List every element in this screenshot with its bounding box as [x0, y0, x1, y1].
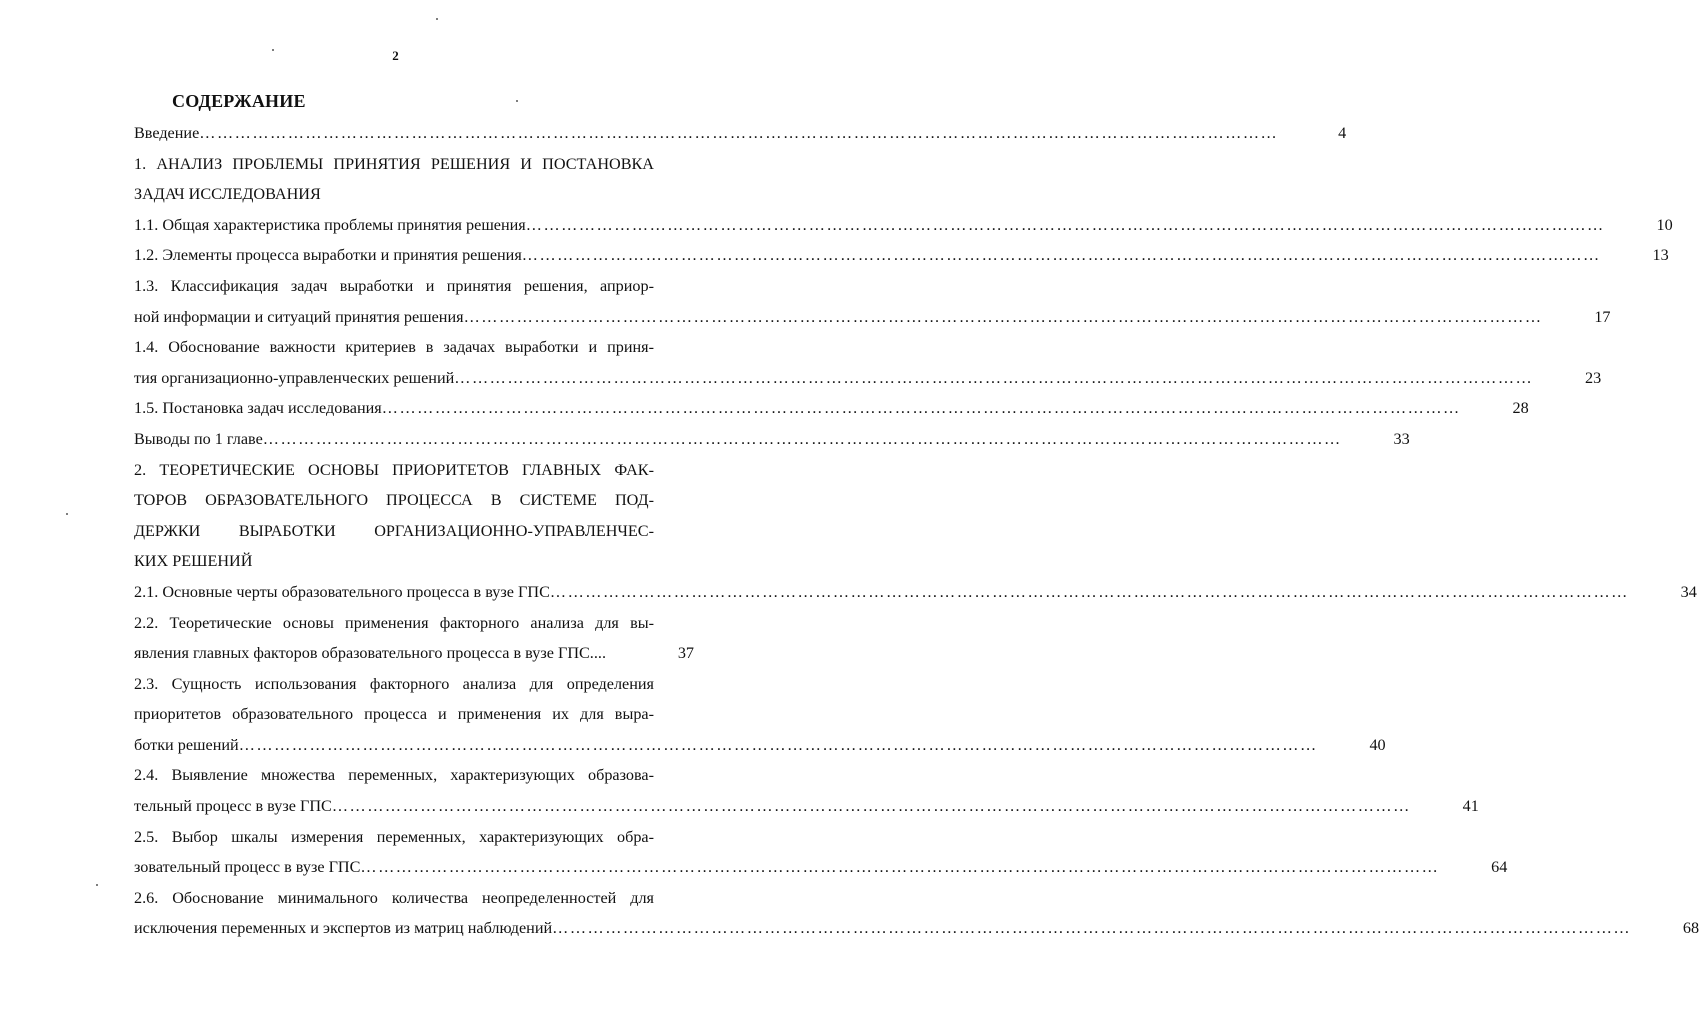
toc-entry-1-2[interactable]: [134, 240, 1669, 271]
toc-page-number: 40: [1369, 735, 1386, 754]
dot-leader: …………………………………………………………………………………………………………………………………………………………………: [525, 215, 1605, 234]
page-number: 2: [392, 48, 399, 63]
chapter-heading-line: ЗАДАЧ ИССЛЕДОВАНИЯ: [134, 185, 321, 204]
toc-entry-text: 1.1. Общая характеристика проблемы принятия решения: [134, 215, 526, 234]
toc-entry-text: исключения переменных и экспертов из матриц наблюдений: [134, 919, 553, 938]
toc-entry-2-4[interactable]: [134, 760, 1479, 821]
dot-leader: …………………………………………………………………………………………………………………………………………………………………: [463, 307, 1543, 326]
dot-leader: …………………………………………………………………………………………………………………………………………………………………: [331, 797, 1411, 816]
dot-leader: …………………………………………………………………………………………………………………………………………………………………: [521, 246, 1601, 265]
dot-leader: …………………………………………………………………………………………………………………………………………………………………: [549, 582, 1629, 601]
chapter-heading-line: ТОРОВ ОБРАЗОВАТЕЛЬНОГО ПРОЦЕССА В СИСТЕМЕ ПОД-: [134, 491, 654, 510]
page-title: СОДЕРЖАНИЕ: [172, 91, 306, 111]
scan-speck: [436, 18, 438, 20]
toc-entry-2-1[interactable]: [134, 577, 1697, 608]
toc-page-number: 34: [1680, 582, 1697, 601]
toc-entry-text: приоритетов образовательного процесса и применения их для выра-: [134, 705, 654, 724]
toc-entry-2-2[interactable]: [134, 608, 694, 669]
toc-page-number: 17: [1594, 307, 1611, 326]
toc-entry-2-5[interactable]: [134, 822, 1508, 883]
toc-page-number: 64: [1491, 858, 1508, 877]
toc-entry-text: 1.5. Постановка задач исследования: [134, 399, 382, 418]
toc-entry-text: 2.1. Основные черты образовательного процесса в вузе ГПС: [134, 582, 550, 601]
dot-leader: …………………………………………………………………………………………………………………………………………………………………: [238, 735, 1318, 754]
toc-chapter-1[interactable]: [134, 149, 694, 210]
chapter-heading-line: 1. АНАЛИЗ ПРОБЛЕМЫ ПРИНЯТИЯ РЕШЕНИЯ И ПОСТАНОВКА: [134, 154, 654, 173]
toc-entry-text: Выводы по 1 главе: [134, 429, 263, 448]
toc-entry-1-4[interactable]: [134, 332, 1602, 393]
chapter-heading-line: ДЕРЖКИ ВЫРАБОТКИ ОРГАНИЗАЦИОННО-УПРАВЛЕНЧЕС-: [134, 521, 654, 540]
toc-entry-text: тия организационно-управленческих решений: [134, 368, 455, 387]
dot-leader: …………………………………………………………………………………………………………………………………………………………………: [199, 124, 1279, 142]
toc-entry-text: явления главных факторов образовательного процесса в вузе ГПС....: [134, 644, 606, 663]
toc-entry-text: 1.3. Классификация задач выработки и принятия решения, априор-: [134, 276, 654, 295]
toc-entry-text: 1.4. Обоснование важности критериев в задачах выработки и приня-: [134, 338, 654, 357]
toc-page-number: 37: [677, 644, 694, 663]
toc-entry-text: 2.5. Выбор шкалы измерения переменных, характеризующих обра-: [134, 827, 654, 846]
toc-page-number: 13: [1652, 246, 1669, 265]
dot-leader: …………………………………………………………………………………………………………………………………………………………………: [454, 368, 1534, 387]
toc-entry-2-6[interactable]: [134, 883, 1699, 944]
toc-entry-text: тельный процесс в вузе ГПС: [134, 797, 332, 816]
toc-page-number: 28: [1512, 399, 1529, 418]
toc-entry-text: 2.4. Выявление множества переменных, характеризующих образова-: [134, 766, 654, 785]
toc-entry-text: зовательный процесс в вузе ГПС: [134, 858, 361, 877]
dot-leader: …………………………………………………………………………………………………………………………………………………………………: [360, 858, 1440, 877]
toc-entry-1-1[interactable]: [134, 210, 1673, 241]
chapter-heading-line: КИХ РЕШЕНИЙ: [134, 552, 253, 571]
toc-entry-1-3[interactable]: [134, 271, 1611, 332]
dot-leader: …………………………………………………………………………………………………………………………………………………………………: [381, 399, 1461, 418]
scan-speck: [96, 884, 98, 886]
table-of-contents: [134, 118, 1699, 944]
toc-page-number: 68: [1682, 919, 1699, 938]
toc-entry-2-3[interactable]: [134, 669, 1386, 761]
toc-page-number: 23: [1585, 368, 1602, 387]
toc-entry-text: 2.2. Теоретические основы применения факторного анализа для вы-: [134, 613, 654, 632]
toc-entry-text: Введение: [134, 124, 200, 142]
toc-page-number: 33: [1393, 429, 1410, 448]
dot-leader: …………………………………………………………………………………………………………………………………………………………………: [552, 919, 1632, 938]
toc-page-number: 4: [1338, 124, 1347, 142]
toc-entry-text: ботки решений: [134, 735, 239, 754]
toc-entry-1-5[interactable]: [134, 393, 1529, 424]
scan-speck: [516, 100, 518, 102]
toc-chapter-2[interactable]: [134, 455, 694, 577]
scan-speck: [66, 513, 68, 515]
toc-entry-intro[interactable]: [134, 118, 1347, 149]
toc-entry-text: ной информации и ситуаций принятия решения: [134, 307, 464, 326]
toc-entry-text: 2.6. Обоснование минимального количества неопределенностей для: [134, 888, 654, 907]
toc-page-number: 10: [1656, 215, 1673, 234]
toc-entry-conclusions-1[interactable]: [134, 424, 1410, 455]
dot-leader: …………………………………………………………………………………………………………………………………………………………………: [262, 429, 1342, 448]
toc-page-number: 41: [1462, 797, 1479, 816]
chapter-heading-line: 2. ТЕОРЕТИЧЕСКИЕ ОСНОВЫ ПРИОРИТЕТОВ ГЛАВНЫХ ФАК-: [134, 460, 654, 479]
toc-entry-text: 2.3. Сущность использования факторного анализа для определения: [134, 674, 654, 693]
toc-entry-text: 1.2. Элементы процесса выработки и принятия решения: [134, 246, 522, 265]
